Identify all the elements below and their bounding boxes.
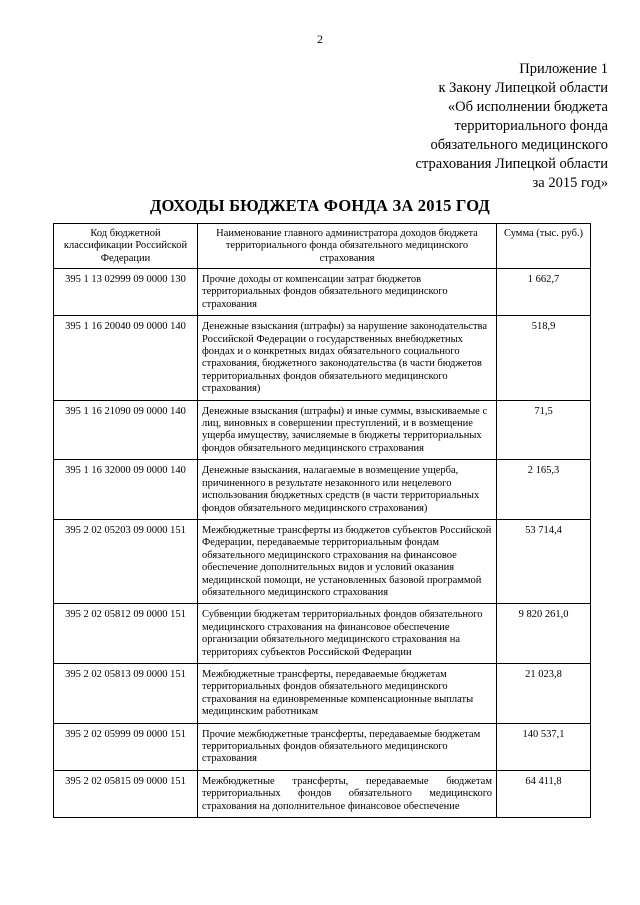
appendix-heading <box>416 60 608 193</box>
table-row <box>54 663 591 723</box>
row-amount: 64 411,8 <box>497 770 591 817</box>
row-amount: 53 714,4 <box>497 519 591 603</box>
row-amount: 21 023,8 <box>497 663 591 723</box>
table-row <box>54 460 591 520</box>
row-amount: 518,9 <box>497 316 591 400</box>
row-amount: 140 537,1 <box>497 723 591 770</box>
row-name: Денежные взыскания, налагаемые в возмещение ущерба, причиненного в результате незаконного или нецелевого использования бюджетных средств (в части территориальных фондов обязательного медицинского страхования) <box>198 460 497 520</box>
appendix-line: за 2015 год» <box>532 175 608 191</box>
row-name: Субвенции бюджетам территориальных фондов обязательного медицинского страхования на финансовое обеспечение организации обязательного медицинского страхования на территориях субъектов Российской Федерации <box>198 604 497 664</box>
appendix-line: к Закону Липецкой области <box>438 80 608 96</box>
row-amount: 9 820 261,0 <box>497 604 591 664</box>
row-name: Межбюджетные трансферты, передаваемые бюджетам территориальных фондов обязательного медицинского страхования на дополнительное финансовое обеспечение <box>198 770 497 817</box>
table-header-row <box>54 224 591 269</box>
table-row <box>54 723 591 770</box>
header-amount: Сумма (тыс. руб.) <box>497 224 591 269</box>
row-amount: 71,5 <box>497 400 591 460</box>
table-row <box>54 269 591 316</box>
appendix-line: обязательного медицинского <box>430 137 608 153</box>
row-name: Денежные взыскания (штрафы) и иные суммы, взыскиваемые с лиц, виновных в совершении преступлений, и в возмещение ущерба имуществу, зачисляемые в бюджеты территориальных фондов обязательного медицинского страхования <box>198 400 497 460</box>
table-row <box>54 400 591 460</box>
row-name: Межбюджетные трансферты из бюджетов субъектов Российской Федерации, передаваемые территориальным фондам обязательного медицинского страхования на финансовое обеспечение дополнительных видов и условий оказания медицинской помощи, не установленных базовой программой обязательного медицинского страхования <box>198 519 497 603</box>
document-title: ДОХОДЫ БЮДЖЕТА ФОНДА ЗА 2015 ГОД <box>150 196 490 215</box>
row-code: 395 2 02 05999 09 0000 151 <box>54 723 198 770</box>
table-row <box>54 316 591 400</box>
row-code: 395 2 02 05813 09 0000 151 <box>54 663 198 723</box>
header-code: Код бюджетной классификации Российской Федерации <box>54 224 198 269</box>
row-code: 395 2 02 05815 09 0000 151 <box>54 770 198 817</box>
appendix-line: «Об исполнении бюджета <box>447 99 608 115</box>
row-code: 395 1 13 02999 09 0000 130 <box>54 269 198 316</box>
table-row <box>54 519 591 603</box>
page-number: 2 <box>317 32 323 46</box>
row-name: Прочие доходы от компенсации затрат бюджетов территориальных фондов обязательного медицинского страхования <box>198 269 497 316</box>
row-code: 395 1 16 20040 09 0000 140 <box>54 316 198 400</box>
appendix-line: страхования Липецкой области <box>415 156 608 172</box>
row-code: 395 2 02 05812 09 0000 151 <box>54 604 198 664</box>
row-name: Межбюджетные трансферты, передаваемые бюджетам территориальных фондов обязательного медицинского страхования на единовременные компенсационные выплаты медицинским работникам <box>198 663 497 723</box>
row-code: 395 1 16 21090 09 0000 140 <box>54 400 198 460</box>
appendix-line: территориального фонда <box>454 118 608 134</box>
row-code: 395 2 02 05203 09 0000 151 <box>54 519 198 603</box>
row-name: Прочие межбюджетные трансферты, передаваемые бюджетам территориальных фондов обязательного медицинского страхования <box>198 723 497 770</box>
table-row <box>54 770 591 817</box>
income-table <box>53 223 591 818</box>
row-code: 395 1 16 32000 09 0000 140 <box>54 460 198 520</box>
appendix-line: Приложение 1 <box>519 61 608 77</box>
table-row <box>54 604 591 664</box>
row-amount: 1 662,7 <box>497 269 591 316</box>
row-amount: 2 165,3 <box>497 460 591 520</box>
row-name: Денежные взыскания (штрафы) за нарушение законодательства Российской Федерации о государственных внебюджетных фондах и о конкретных видах обязательного социального страхования, бюджетного законодательства (в части бюджетов территориальных фондов обязательного медицинского страхования) <box>198 316 497 400</box>
header-name: Наименование главного администратора доходов бюджета территориального фонда обязательного медицинского страхования <box>198 224 497 269</box>
